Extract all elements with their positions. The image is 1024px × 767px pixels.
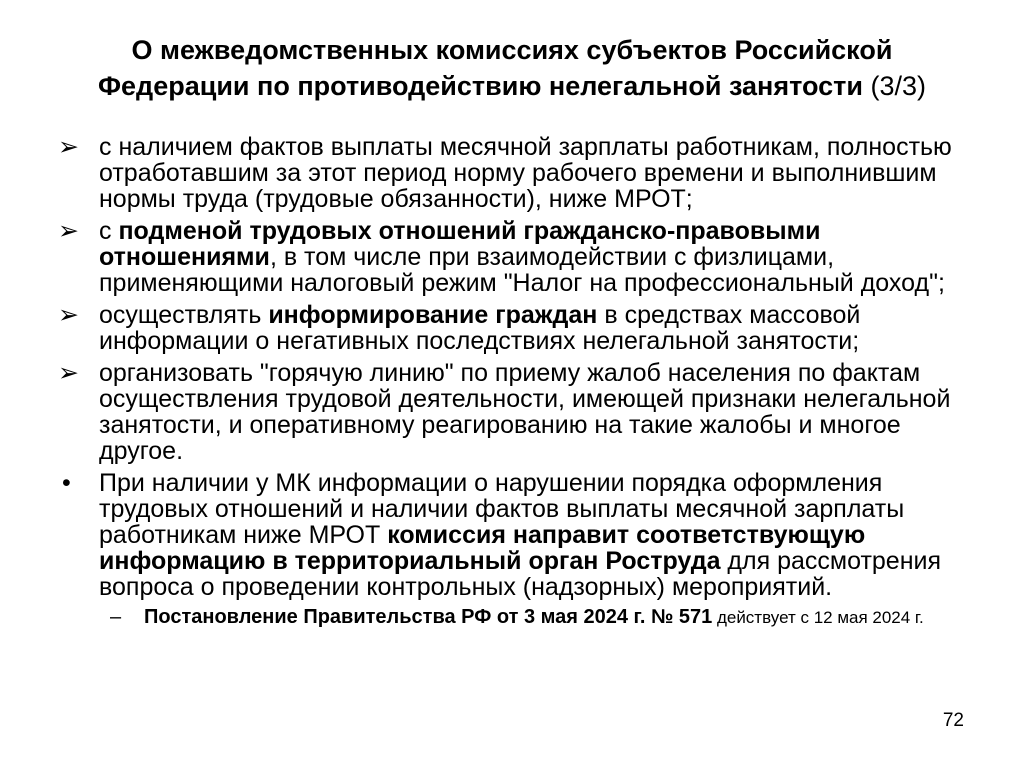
title-part-number: (3/3) <box>870 71 926 101</box>
list-item <box>58 470 968 600</box>
item-text: для рассмотрения вопроса о проведении контрольных (надзорных) мероприятий. <box>99 547 942 601</box>
title-main: О межведомственных комиссиях субъектов Российской Федерации по противодействию нелегальной занятости <box>98 35 893 101</box>
list-item <box>58 218 968 296</box>
dash-bullet-icon: – <box>110 606 122 628</box>
item-text: с наличием фактов выплаты месячной зарплаты работникам, полностью отработавшим за этот период норму рабочего времени и выполнившим нормы труда (трудовые обязанности), ниже МРОТ; <box>99 133 952 213</box>
item-text: При наличии у МК информации о нарушении порядка оформления трудовых отношений и наличии фактов выплаты месячной зарплаты работникам ниже МРОТ <box>99 469 905 549</box>
list-item <box>58 302 968 354</box>
item-text: с <box>99 217 119 245</box>
item-text-bold: комиссия направит соответствующую информацию в территориальный орган Роструда <box>99 521 866 575</box>
page-number: 72 <box>942 710 964 731</box>
item-text: осуществлять <box>99 301 269 329</box>
list-item <box>58 134 968 212</box>
item-text: , в том числе при взаимодействии с физлицами, применяющими налоговый режим "Налог на профессиональный доход"; <box>99 243 945 297</box>
arrow-bullet-icon: ➢ <box>58 301 79 329</box>
slide-title <box>60 32 964 104</box>
decree-effective-date: действует с 12 мая 2024 г. <box>712 608 924 627</box>
sub-list-item <box>58 606 968 629</box>
dot-bullet-icon: • <box>62 469 71 497</box>
item-text-bold: информирование граждан <box>268 301 598 329</box>
item-text: в средствах массовой информации о негативных последствиях нелегальной занятости; <box>99 301 861 355</box>
arrow-bullet-icon: ➢ <box>58 359 79 387</box>
list-item <box>58 360 968 464</box>
item-text-bold: подменой трудовых отношений гражданско-правовыми отношениями <box>99 217 821 271</box>
arrow-bullet-icon: ➢ <box>58 217 79 245</box>
arrow-bullet-icon: ➢ <box>58 133 79 161</box>
item-text: организовать "горячую линию" по приему жалоб населения по фактам осуществления трудовой деятельности, имеющей признаки нелегальной занятости, и оперативному реагированию на такие жалобы и многое другое. <box>99 359 951 465</box>
decree-reference: Постановление Правительства РФ от 3 мая 2024 г. № 571 <box>144 606 713 628</box>
slide-content <box>58 134 968 635</box>
